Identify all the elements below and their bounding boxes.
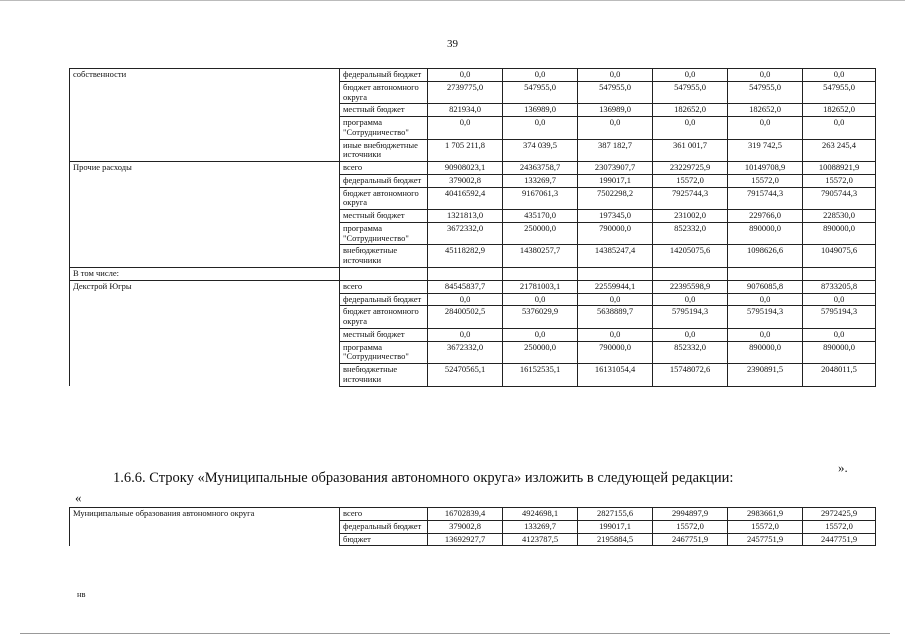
amount-cell: 10088921,9 xyxy=(803,162,876,175)
amount-cell: 2390891,5 xyxy=(728,364,803,387)
amount-cell: 890000,0 xyxy=(728,222,803,245)
funding-source: всего xyxy=(340,508,428,521)
table-row xyxy=(70,162,876,175)
funding-source: федеральный бюджет xyxy=(340,174,428,187)
funding-source: местный бюджет xyxy=(340,210,428,223)
amount-cell: 374 039,5 xyxy=(503,139,578,162)
funding-source: программа "Сотрудничество" xyxy=(340,341,428,364)
amount-cell: 547955,0 xyxy=(653,81,728,104)
amount-cell: 0,0 xyxy=(578,293,653,306)
amount-cell: 547955,0 xyxy=(803,81,876,104)
amount-cell: 28400502,5 xyxy=(428,306,503,329)
amount-cell: 0,0 xyxy=(728,293,803,306)
amount-cell: 15572,0 xyxy=(653,520,728,533)
row-category: В том числе: xyxy=(70,268,340,281)
amount-cell: 319 742,5 xyxy=(728,139,803,162)
row-category xyxy=(70,364,340,387)
amount-cell: 1 705 211,8 xyxy=(428,139,503,162)
funding-source: всего xyxy=(340,162,428,175)
amount-cell: 2447751,9 xyxy=(803,533,876,546)
amount-cell: 0,0 xyxy=(803,293,876,306)
funding-source: иные внебюджетные источники xyxy=(340,139,428,162)
table-row xyxy=(70,268,876,281)
row-category xyxy=(70,293,340,306)
amount-cell: 387 182,7 xyxy=(578,139,653,162)
row-category: Прочие расходы xyxy=(70,162,340,175)
row-category xyxy=(70,533,340,546)
closing-quote: ». xyxy=(838,460,848,475)
amount-cell: 7502298,2 xyxy=(578,187,653,210)
amount-cell: 2983661,9 xyxy=(728,508,803,521)
amount-cell: 182652,0 xyxy=(653,104,728,117)
amount-cell: 14380257,7 xyxy=(503,245,578,268)
amount-cell: 136989,0 xyxy=(503,104,578,117)
amount-cell: 0,0 xyxy=(803,69,876,82)
table-row xyxy=(70,293,876,306)
amount-cell: 231002,0 xyxy=(653,210,728,223)
amount-cell: 2739775,0 xyxy=(428,81,503,104)
amount-cell: 21781003,1 xyxy=(503,280,578,293)
amount-cell: 0,0 xyxy=(503,117,578,140)
amount-cell: 547955,0 xyxy=(503,81,578,104)
amount-cell: 2994897,9 xyxy=(653,508,728,521)
scan-edge-bottom xyxy=(20,633,890,634)
row-category xyxy=(70,341,340,364)
amount-cell: 14385247,4 xyxy=(578,245,653,268)
amount-cell: 4123787,5 xyxy=(503,533,578,546)
scan-edge-top xyxy=(0,0,905,1)
amount-cell: 10149708,9 xyxy=(728,162,803,175)
row-category: собственности xyxy=(70,69,340,82)
row-category xyxy=(70,222,340,245)
amount-cell: 136989,0 xyxy=(578,104,653,117)
row-category xyxy=(70,104,340,117)
amount-cell: 2457751,9 xyxy=(728,533,803,546)
amount-cell: 8733205,8 xyxy=(803,280,876,293)
row-category xyxy=(70,245,340,268)
funding-source: всего xyxy=(340,280,428,293)
table-row xyxy=(70,222,876,245)
funding-source: внебюджетные источники xyxy=(340,245,428,268)
amount-cell: 790000,0 xyxy=(578,341,653,364)
budget-table-continuation xyxy=(69,68,876,387)
funding-source xyxy=(340,268,428,281)
amount-cell: 547955,0 xyxy=(578,81,653,104)
amount-cell: 547955,0 xyxy=(728,81,803,104)
amount-cell: 5795194,3 xyxy=(803,306,876,329)
funding-source: программа "Сотрудничество" xyxy=(340,222,428,245)
row-category xyxy=(70,328,340,341)
row-category xyxy=(70,306,340,329)
funding-source: федеральный бюджет xyxy=(340,520,428,533)
amount-cell: 790000,0 xyxy=(578,222,653,245)
amount-cell: 0,0 xyxy=(428,293,503,306)
amount-cell: 852332,0 xyxy=(653,222,728,245)
amount-cell: 0,0 xyxy=(803,328,876,341)
amount-cell: 15572,0 xyxy=(728,520,803,533)
amount-cell: 13692927,7 xyxy=(428,533,503,546)
amount-cell xyxy=(728,268,803,281)
amount-cell: 182652,0 xyxy=(803,104,876,117)
amount-cell: 0,0 xyxy=(728,69,803,82)
amount-cell: 2048011,5 xyxy=(803,364,876,387)
amount-cell xyxy=(653,268,728,281)
amount-cell: 2467751,9 xyxy=(653,533,728,546)
amount-cell xyxy=(503,268,578,281)
table-row xyxy=(70,533,876,546)
amount-cell: 0,0 xyxy=(428,69,503,82)
amount-cell: 229766,0 xyxy=(728,210,803,223)
page-number: 39 xyxy=(447,38,458,50)
funding-source: бюджет автономного округа xyxy=(340,187,428,210)
amount-cell: 5638889,7 xyxy=(578,306,653,329)
row-category xyxy=(70,520,340,533)
opening-quote: « xyxy=(75,490,82,505)
table-row xyxy=(70,280,876,293)
amount-cell: 7915744,3 xyxy=(728,187,803,210)
amount-cell: 16152535,1 xyxy=(503,364,578,387)
table-row xyxy=(70,69,876,82)
row-category xyxy=(70,81,340,104)
amount-cell xyxy=(803,268,876,281)
amount-cell: 0,0 xyxy=(503,293,578,306)
amount-cell: 16131054,4 xyxy=(578,364,653,387)
amount-cell: 4924698,1 xyxy=(503,508,578,521)
amount-cell: 16702839,4 xyxy=(428,508,503,521)
funding-source: федеральный бюджет xyxy=(340,69,428,82)
funding-source: внебюджетные источники xyxy=(340,364,428,387)
amount-cell: 3672332,0 xyxy=(428,341,503,364)
amount-cell: 15572,0 xyxy=(803,520,876,533)
amount-cell: 5795194,3 xyxy=(728,306,803,329)
amount-cell: 197345,0 xyxy=(578,210,653,223)
amount-cell: 133269,7 xyxy=(503,174,578,187)
table-row xyxy=(70,306,876,329)
row-category xyxy=(70,187,340,210)
amount-cell: 90908023,1 xyxy=(428,162,503,175)
amount-cell: 9167061,3 xyxy=(503,187,578,210)
funding-source: программа "Сотрудничество" xyxy=(340,117,428,140)
amount-cell: 22559944,1 xyxy=(578,280,653,293)
amount-cell: 7905744,3 xyxy=(803,187,876,210)
amount-cell: 250000,0 xyxy=(503,341,578,364)
amount-cell: 0,0 xyxy=(578,117,653,140)
table-row xyxy=(70,508,876,521)
amount-cell: 15572,0 xyxy=(653,174,728,187)
amount-cell: 0,0 xyxy=(653,328,728,341)
amount-cell: 228530,0 xyxy=(803,210,876,223)
funding-source: федеральный бюджет xyxy=(340,293,428,306)
amount-cell: 890000,0 xyxy=(803,222,876,245)
amount-cell: 0,0 xyxy=(653,69,728,82)
table-row xyxy=(70,139,876,162)
amount-cell: 5376029,9 xyxy=(503,306,578,329)
amount-cell: 0,0 xyxy=(428,117,503,140)
amount-cell: 361 001,7 xyxy=(653,139,728,162)
amount-cell: 84545837,7 xyxy=(428,280,503,293)
funding-source: местный бюджет xyxy=(340,104,428,117)
amount-cell: 0,0 xyxy=(653,293,728,306)
table-row xyxy=(70,174,876,187)
table-row xyxy=(70,81,876,104)
amount-cell: 435170,0 xyxy=(503,210,578,223)
funding-source: бюджет автономного округа xyxy=(340,81,428,104)
amount-cell: 182652,0 xyxy=(728,104,803,117)
amount-cell: 45118282,9 xyxy=(428,245,503,268)
amount-cell: 23073907,7 xyxy=(578,162,653,175)
amendment-paragraph: 1.6.6. Строку «Муниципальные образования автономного округа» изложить в следующей редакции: xyxy=(113,470,734,486)
amount-cell: 250000,0 xyxy=(503,222,578,245)
table-row xyxy=(70,364,876,387)
amount-cell: 24363758,7 xyxy=(503,162,578,175)
amount-cell: 9076085,8 xyxy=(728,280,803,293)
table-row xyxy=(70,104,876,117)
amount-cell: 199017,1 xyxy=(578,520,653,533)
row-category xyxy=(70,139,340,162)
amount-cell: 379002,8 xyxy=(428,520,503,533)
amount-cell: 1049075,6 xyxy=(803,245,876,268)
table-row xyxy=(70,210,876,223)
row-category: Муниципальные образования автономного округа xyxy=(70,508,340,521)
amount-cell: 133269,7 xyxy=(503,520,578,533)
table-row xyxy=(70,328,876,341)
table-row xyxy=(70,187,876,210)
amount-cell: 2972425,9 xyxy=(803,508,876,521)
row-category: Декстрой Югры xyxy=(70,280,340,293)
amount-cell: 52470565,1 xyxy=(428,364,503,387)
row-category xyxy=(70,117,340,140)
amount-cell: 1098626,6 xyxy=(728,245,803,268)
table-row xyxy=(70,341,876,364)
amount-cell: 0,0 xyxy=(653,117,728,140)
amount-cell: 0,0 xyxy=(503,69,578,82)
amount-cell: 0,0 xyxy=(728,328,803,341)
amount-cell: 22395598,9 xyxy=(653,280,728,293)
amount-cell: 15572,0 xyxy=(803,174,876,187)
table-row xyxy=(70,520,876,533)
table-row xyxy=(70,117,876,140)
footer-note: нв xyxy=(77,589,86,599)
amount-cell: 890000,0 xyxy=(803,341,876,364)
amount-cell: 5795194,3 xyxy=(653,306,728,329)
amount-cell xyxy=(428,268,503,281)
amount-cell: 0,0 xyxy=(728,117,803,140)
row-category xyxy=(70,210,340,223)
amount-cell: 379002,8 xyxy=(428,174,503,187)
row-category xyxy=(70,174,340,187)
amount-cell: 0,0 xyxy=(578,69,653,82)
amount-cell: 3672332,0 xyxy=(428,222,503,245)
budget-table-municipal xyxy=(69,507,876,546)
amount-cell: 1321813,0 xyxy=(428,210,503,223)
amount-cell: 23229725,9 xyxy=(653,162,728,175)
funding-source: бюджет автономного округа xyxy=(340,306,428,329)
amount-cell: 40416592,4 xyxy=(428,187,503,210)
amount-cell: 852332,0 xyxy=(653,341,728,364)
amount-cell: 14205075,6 xyxy=(653,245,728,268)
amount-cell: 263 245,4 xyxy=(803,139,876,162)
amount-cell: 15572,0 xyxy=(728,174,803,187)
amount-cell: 0,0 xyxy=(428,328,503,341)
amount-cell: 7925744,3 xyxy=(653,187,728,210)
amount-cell: 0,0 xyxy=(578,328,653,341)
amount-cell: 0,0 xyxy=(803,117,876,140)
table-row xyxy=(70,245,876,268)
amount-cell: 199017,1 xyxy=(578,174,653,187)
amount-cell: 821934,0 xyxy=(428,104,503,117)
amount-cell: 890000,0 xyxy=(728,341,803,364)
amount-cell xyxy=(578,268,653,281)
amount-cell: 2827155,6 xyxy=(578,508,653,521)
amount-cell: 15748072,6 xyxy=(653,364,728,387)
funding-source: бюджет xyxy=(340,533,428,546)
amount-cell: 2195884,5 xyxy=(578,533,653,546)
amount-cell: 0,0 xyxy=(503,328,578,341)
funding-source: местный бюджет xyxy=(340,328,428,341)
